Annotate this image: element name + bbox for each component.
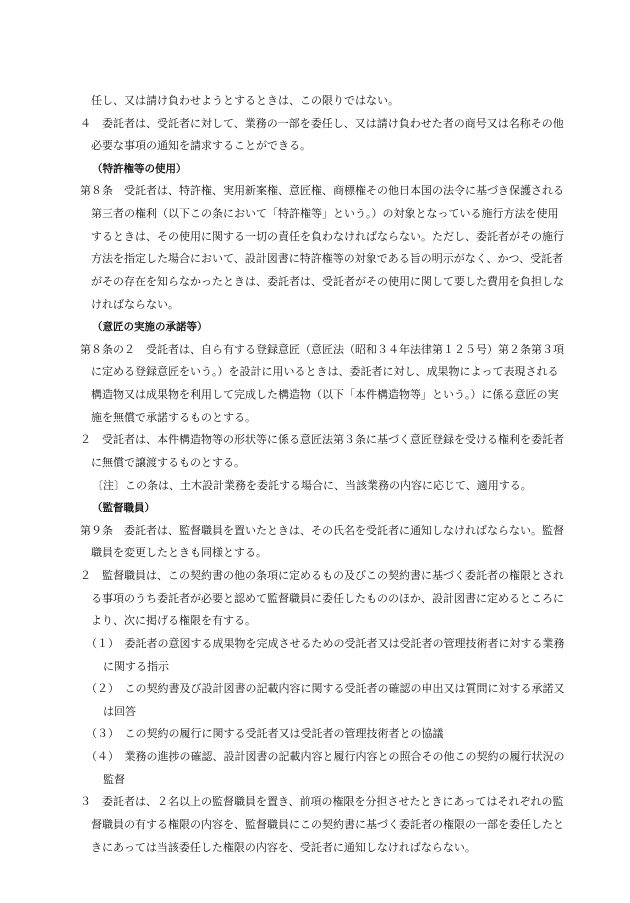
text-line: 任し、又は請け負わせようとするときは、この限りではない。: [80, 94, 399, 107]
text-line: 督職員の有する権限の内容を、監督職員にこの契約書に基づく委託者の権限の一部を委任したと: [80, 818, 564, 831]
list-item: 監督: [92, 773, 125, 786]
list-item: は回答: [92, 705, 136, 718]
text-line: ４ 委託者は、受託者に対して、業務の一部を委任し、又は請け負わせた者の商号又は名称その他: [80, 117, 564, 130]
text-line: 第三者の権利（以下この条において「特許権等」という。）の対象となっている施行方法を使用: [80, 207, 559, 220]
text-line: 必要な事項の通知を請求することができる。: [80, 139, 311, 152]
text-line: 構造物又は成果物を利用して完成した構造物（以下「本件構造物等」という。）に係る意匠の実: [80, 388, 559, 401]
text-line: するときは、その使用に関する一切の責任を負わなければならない。ただし、委託者がその施行: [80, 230, 564, 243]
text-line: 職員を変更したときも同様とする。: [80, 546, 267, 559]
text-line: る事項のうち委託者が必要と認めて監督職員に委任したもののほか、設計図書に定めるところに: [80, 592, 564, 605]
list-item: （４） 業務の進捗の確認、設計図書の記載内容と履行内容との照合その他この契約の履行状況の: [86, 750, 565, 763]
section-heading: （意匠の実施の承諾等）: [92, 321, 208, 333]
text-line: がその存在を知らなかったときは、委託者は、受託者がその使用に関して要した費用を負担しな: [80, 275, 564, 288]
text-line: 第８条の２ 受託者は、自ら有する登録意匠（意匠法（昭和３４年法律第１２５号）第２条第３項: [80, 343, 564, 356]
text-line: 第８条 受託者は、特許権、実用新案権、意匠権、商標権その他日本国の法令に基づき保護される: [80, 184, 564, 197]
text-line: きにあっては当該委任した権限の内容を、受託者に通知しなければならない。: [80, 841, 476, 854]
text-line: 方法を指定した場合において、設計図書に特許権等の対象である旨の明示がなく、かつ、受託者: [80, 252, 564, 265]
section-heading: （特許権等の使用）: [92, 163, 187, 175]
text-line: より、次に掲げる権限を有する。: [80, 614, 256, 627]
note-line: 〔注〕この条は、土木設計業務を委託する場合に、当該業務の内容に応じて、適用する。: [92, 479, 532, 492]
text-line: ２ 監督職員は、この契約書の他の条項に定めるもの及びこの契約書に基づく委託者の権限とされ: [80, 569, 564, 582]
list-item: （１） 委託者の意図する成果物を完成させるための受託者又は受託者の管理技術者に対する業務: [86, 637, 565, 650]
text-line: ければならない。: [80, 298, 179, 311]
list-item: （３） この契約の履行に関する受託者又は受託者の管理技術者との協議: [86, 727, 444, 740]
text-line: に定める登録意匠をいう。）を設計に用いるときは、委託者に対し、成果物によって表現される: [80, 365, 559, 378]
section-heading: （監督職員）: [92, 502, 155, 514]
text-line: 第９条 委託者は、監督職員を置いたときは、その氏名を受託者に通知しなければならない。監督: [80, 524, 564, 537]
list-item: に関する指示: [92, 660, 169, 673]
list-item: （２） この契約書及び設計図書の記載内容に関する受託者の確認の申出又は質問に対する承諾又: [86, 682, 565, 695]
text-line: 施を無償で承諾するものとする。: [80, 411, 256, 424]
text-line: ３ 委託者は、２名以上の監督職員を置き、前項の権限を分担させたときにあってはそれぞれの監: [80, 795, 564, 808]
text-line: に無償で譲渡するものとする。: [80, 456, 245, 469]
text-line: ２ 受託者は、本件構造物等の形状等に係る意匠法第３条に基づく意匠登録を受ける権利を委託者: [80, 433, 564, 446]
